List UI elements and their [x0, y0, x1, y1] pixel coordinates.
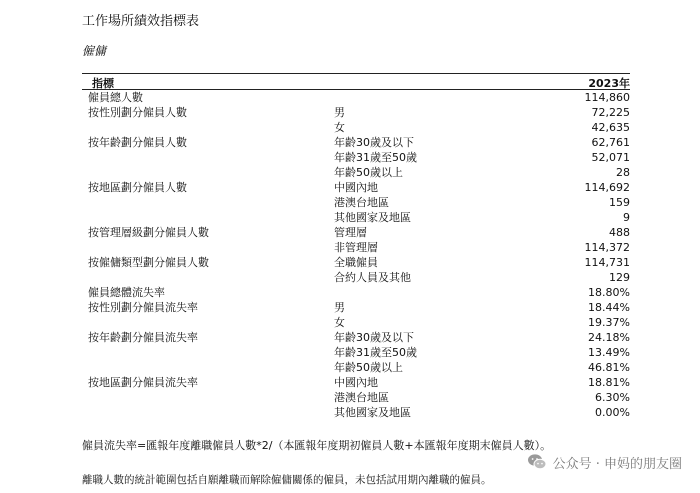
- value-cell: 52,071: [591, 151, 630, 164]
- category-label: 港澳台地區: [334, 391, 389, 404]
- table-row: [82, 165, 630, 180]
- value-cell: 18.80%: [588, 286, 630, 299]
- indicator-label: 按僱傭類型劃分僱員人數: [88, 256, 209, 269]
- value-cell: 114,731: [584, 256, 630, 269]
- value-cell: 24.18%: [588, 331, 630, 344]
- table-row: [82, 285, 630, 300]
- table-row: [82, 195, 630, 210]
- table-row: [82, 345, 630, 360]
- value-cell: 159: [609, 196, 630, 209]
- indicator-label: 按地區劃分僱員人數: [88, 181, 187, 194]
- indicator-label: 僱員總人數: [88, 91, 143, 104]
- footnote-scope: 離職人數的統計範圍包括自願離職而解除僱傭關係的僱員，未包括試用期內離職的僱員。: [82, 474, 492, 486]
- value-cell: 114,860: [584, 91, 630, 104]
- category-label: 中國內地: [334, 181, 378, 194]
- category-label: 港澳台地區: [334, 196, 389, 209]
- category-label: 年齡30歲及以下: [334, 136, 414, 149]
- watermark-text: 公众号 · 申妈的朋友圈: [552, 456, 682, 472]
- page-title: 工作場所績效指標表: [82, 14, 200, 29]
- table-row: [82, 270, 630, 285]
- category-label: 管理層: [334, 226, 367, 239]
- table-row: [82, 210, 630, 225]
- table-header-label: 指標: [92, 77, 114, 90]
- table-row: [82, 105, 630, 120]
- table-header-top-rule: [82, 73, 630, 74]
- value-cell: 72,225: [591, 106, 630, 119]
- value-cell: 62,761: [591, 136, 630, 149]
- indicator-table: [82, 90, 630, 420]
- indicator-label: 按地區劃分僱員流失率: [88, 376, 198, 389]
- value-cell: 46.81%: [588, 361, 630, 374]
- value-cell: 19.37%: [588, 316, 630, 329]
- category-label: 年齡50歲以上: [334, 361, 403, 374]
- category-label: 其他國家及地區: [334, 211, 411, 224]
- indicator-label: 按年齡劃分僱員流失率: [88, 331, 198, 344]
- table-row: [82, 330, 630, 345]
- value-cell: 18.44%: [588, 301, 630, 314]
- category-label: 女: [334, 121, 345, 134]
- value-cell: 13.49%: [588, 346, 630, 359]
- indicator-label: 按性別劃分僱員人數: [88, 106, 187, 119]
- section-subtitle: 僱傭: [82, 44, 107, 58]
- table-row: [82, 375, 630, 390]
- table-row: [82, 240, 630, 255]
- value-cell: 129: [609, 271, 630, 284]
- value-cell: 0.00%: [595, 406, 630, 419]
- category-label: 男: [334, 106, 345, 119]
- category-label: 非管理層: [334, 241, 378, 254]
- table-row: [82, 180, 630, 195]
- category-label: 年齡50歲以上: [334, 166, 403, 179]
- value-cell: 114,692: [584, 181, 630, 194]
- value-cell: 18.81%: [588, 376, 630, 389]
- indicator-label: 僱員總體流失率: [88, 286, 165, 299]
- table-row: [82, 150, 630, 165]
- value-cell: 6.30%: [595, 391, 630, 404]
- category-label: 年齡31歲至50歲: [334, 346, 417, 359]
- table-row: [82, 135, 630, 150]
- table-row: [82, 315, 630, 330]
- indicator-label: 按性別劃分僱員流失率: [88, 301, 198, 314]
- indicator-label: 按管理層級劃分僱員人數: [88, 226, 209, 239]
- footnote-turnover-formula: 僱員流失率=匯報年度離職僱員人數*2/（本匯報年度期初僱員人數+本匯報年度期末僱員人數）。: [82, 439, 552, 452]
- value-cell: 9: [623, 211, 630, 224]
- table-row: [82, 300, 630, 315]
- table-row: [82, 120, 630, 135]
- category-label: 全職僱員: [334, 256, 378, 269]
- table-header-year: 2023年: [588, 77, 630, 90]
- indicator-label: 按年齡劃分僱員人數: [88, 136, 187, 149]
- category-label: 合約人員及其他: [334, 271, 411, 284]
- watermark: [527, 452, 682, 472]
- table-row: [82, 360, 630, 375]
- category-label: 其他國家及地區: [334, 406, 411, 419]
- wechat-icon: [527, 452, 547, 472]
- value-cell: 114,372: [584, 241, 630, 254]
- category-label: 女: [334, 316, 345, 329]
- table-row: [82, 225, 630, 240]
- value-cell: 42,635: [591, 121, 630, 134]
- table-row: [82, 90, 630, 105]
- category-label: 男: [334, 301, 345, 314]
- table-row: [82, 390, 630, 405]
- category-label: 年齡30歲及以下: [334, 331, 414, 344]
- category-label: 年齡31歲至50歲: [334, 151, 417, 164]
- value-cell: 28: [616, 166, 630, 179]
- table-row: [82, 405, 630, 420]
- category-label: 中國內地: [334, 376, 378, 389]
- table-row: [82, 255, 630, 270]
- value-cell: 488: [609, 226, 630, 239]
